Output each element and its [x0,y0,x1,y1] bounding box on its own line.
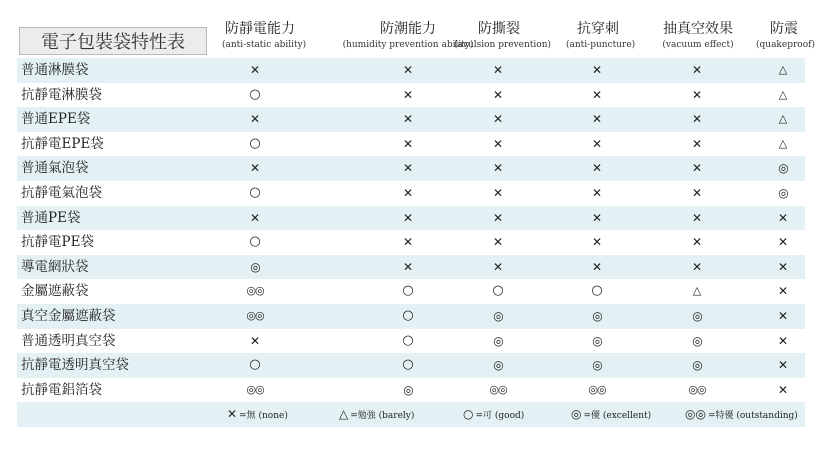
rating-cell: ✕ [249,333,261,348]
col-header-anti-puncture [566,20,636,52]
rating-cell: ✕ [691,259,703,274]
legend-symbol: ✕ [227,407,238,421]
table-title: 電子包裝袋特性表 [19,27,207,55]
rating-cell: ✕ [402,112,414,127]
row-label: 普通EPE袋 [21,111,91,128]
legend [17,402,805,427]
rating-cell: ✕ [691,63,703,77]
rating-cell: ✕ [492,63,504,77]
rating-cell: ✕ [691,112,703,127]
table-row [17,107,805,132]
rating-cell: ✕ [591,186,603,200]
rating-cell: ◎ [250,259,260,274]
rating-cell: ✕ [777,259,789,274]
col-header-zh: 防震 [770,21,798,37]
rating-cell: ◎ [592,358,602,373]
row-label: 抗靜電透明真空袋 [21,357,129,374]
rating-cell: ◎ [778,161,788,176]
legend-item [463,402,524,427]
rating-cell: △ [778,87,788,101]
col-header-en: (avulsion prevention) [454,40,552,50]
rating-cell: ✕ [591,210,603,225]
rating-cell: ✕ [402,186,414,200]
rating-cell: ✕ [691,161,703,176]
rating-cell: ✕ [777,309,789,323]
legend-text: =可 (good) [475,411,525,421]
rating-cell: ✕ [591,259,603,274]
rating-cell: ○ [402,308,414,323]
col-header-vacuum [661,20,735,52]
rating-cell: ✕ [777,333,789,348]
table-row [17,58,805,83]
legend-item [339,402,414,427]
rating-cell: ✕ [492,186,504,200]
rating-cell: ◎ [778,186,788,200]
table-row [17,304,805,329]
rating-cell: ✕ [777,235,789,250]
rating-cell: ◎ [493,333,503,348]
legend-text: =勉強 (barely) [350,411,415,421]
rating-cell: ✕ [402,63,414,77]
col-header-avulsion [454,20,552,52]
rating-cell: ○ [402,332,414,348]
rating-cell: ○ [591,283,603,299]
col-header-en: (vacuum effect) [662,40,734,50]
rating-cell: ✕ [249,161,261,176]
table-row [17,206,805,231]
rating-cell: ✕ [777,358,789,373]
rating-cell: ◎ [692,333,702,348]
rating-cell: ✕ [402,259,414,274]
rating-cell: ✕ [591,63,603,77]
rating-cell: ✕ [402,235,414,250]
row-label: 導電網狀袋 [21,258,89,275]
rating-cell: ✕ [591,136,603,151]
rating-cell: ○ [492,283,504,299]
col-header-en: (quakeproof) [756,40,815,50]
col-header-zh: 防靜電能力 [225,21,295,37]
rating-cell: ◎◎ [246,309,264,322]
legend-symbol: ◎ [571,407,582,421]
row-label: 抗靜電氣泡袋 [21,185,102,201]
rating-cell: ◎◎ [588,382,606,396]
table-row [17,132,805,157]
rating-cell: ✕ [492,210,504,225]
rating-cell: △ [778,136,788,150]
row-label: 普通PE袋 [21,209,81,226]
table-row [17,156,805,181]
row-label: 抗靜電淋膜袋 [21,86,102,103]
rating-cell: △ [692,284,702,298]
col-header-en: (anti-static ability) [222,40,307,50]
legend-text: =優 (excellent) [583,411,652,421]
rating-cell: ◎ [692,358,702,373]
table-row [17,83,805,108]
legend-symbol: ◎◎ [685,407,706,421]
rating-cell: ◎◎ [688,382,706,396]
legend-item [227,402,288,427]
table-row [17,378,805,403]
rating-cell: ✕ [691,186,703,200]
col-header-zh: 防撕裂 [478,21,520,37]
rating-cell: ✕ [402,161,414,176]
rating-cell: ✕ [402,210,414,225]
rating-cell: ✕ [777,284,789,299]
rating-cell: ✕ [691,136,703,151]
rating-cell: ✕ [249,210,261,225]
rating-cell: ✕ [591,235,603,250]
rating-cell: ◎ [592,309,602,323]
rating-cell: ✕ [492,235,504,250]
rating-cell: ◎ [493,309,503,323]
rating-cell: ◎ [592,333,602,348]
legend-symbol: △ [339,407,349,421]
rating-cell: ✕ [591,87,603,102]
table-row [17,353,805,378]
rating-cell: ○ [249,357,261,373]
rating-cell: ✕ [492,136,504,151]
rating-cell: ✕ [777,382,789,397]
col-header-en: (humidity prevention ability) [342,40,474,50]
rating-cell: ◎ [493,358,503,373]
rating-cell: ○ [402,283,414,299]
legend-text: =特優 (outstanding) [707,411,798,421]
rating-cell: ◎◎ [246,382,264,396]
rating-cell: ○ [249,135,261,151]
col-header-en: (anti-puncture) [566,40,636,50]
legend-symbol: ○ [463,407,474,421]
rating-cell: ○ [249,185,261,200]
rating-cell: ✕ [591,161,603,176]
table-row [17,255,805,280]
row-label: 金屬遮蔽袋 [21,283,89,300]
legend-text: =無 (none) [239,411,288,421]
legend-item [685,402,798,427]
table-row [17,230,805,255]
rating-cell: ✕ [492,87,504,102]
rating-cell: ✕ [402,87,414,102]
rating-cell: ✕ [492,161,504,176]
table-row [17,279,805,304]
row-label: 普通透明真空袋 [21,332,116,349]
row-label: 真空金屬遮蔽袋 [21,308,116,324]
row-label: 抗靜電鋁箔袋 [21,381,102,398]
rating-cell: ✕ [492,259,504,274]
rating-cell: ◎◎ [489,382,507,396]
rating-cell: ◎◎ [246,284,264,298]
rating-cell: ○ [249,234,261,250]
row-label: 普通氣泡袋 [21,160,89,177]
rating-cell: △ [778,63,788,76]
col-header-anti-static [222,20,307,52]
table-row [17,329,805,354]
rating-cell: △ [778,112,788,126]
rating-cell: ✕ [691,235,703,250]
row-label: 普通淋膜袋 [21,62,89,78]
rating-cell: ✕ [249,63,261,77]
table-row [17,181,805,206]
col-header-quakeproof [756,20,815,52]
rating-cell: ✕ [249,112,261,127]
row-label: 抗靜電EPE袋 [21,135,104,152]
col-header-zh: 防潮能力 [380,21,436,37]
rating-cell: ✕ [402,136,414,151]
col-header-zh: 抽真空效果 [663,21,733,37]
rating-cell: ✕ [691,210,703,225]
row-label: 抗靜電PE袋 [21,234,94,251]
col-header-zh: 抗穿刺 [577,21,619,37]
rating-cell: ✕ [777,210,789,225]
rating-cell: ◎ [403,382,413,397]
rating-cell: ✕ [691,87,703,102]
legend-item [571,402,651,427]
rating-cell: ✕ [492,112,504,127]
rating-cell: ✕ [591,112,603,127]
rating-cell: ○ [249,86,261,102]
rating-cell: ○ [402,357,414,373]
rating-cell: ◎ [692,309,702,323]
